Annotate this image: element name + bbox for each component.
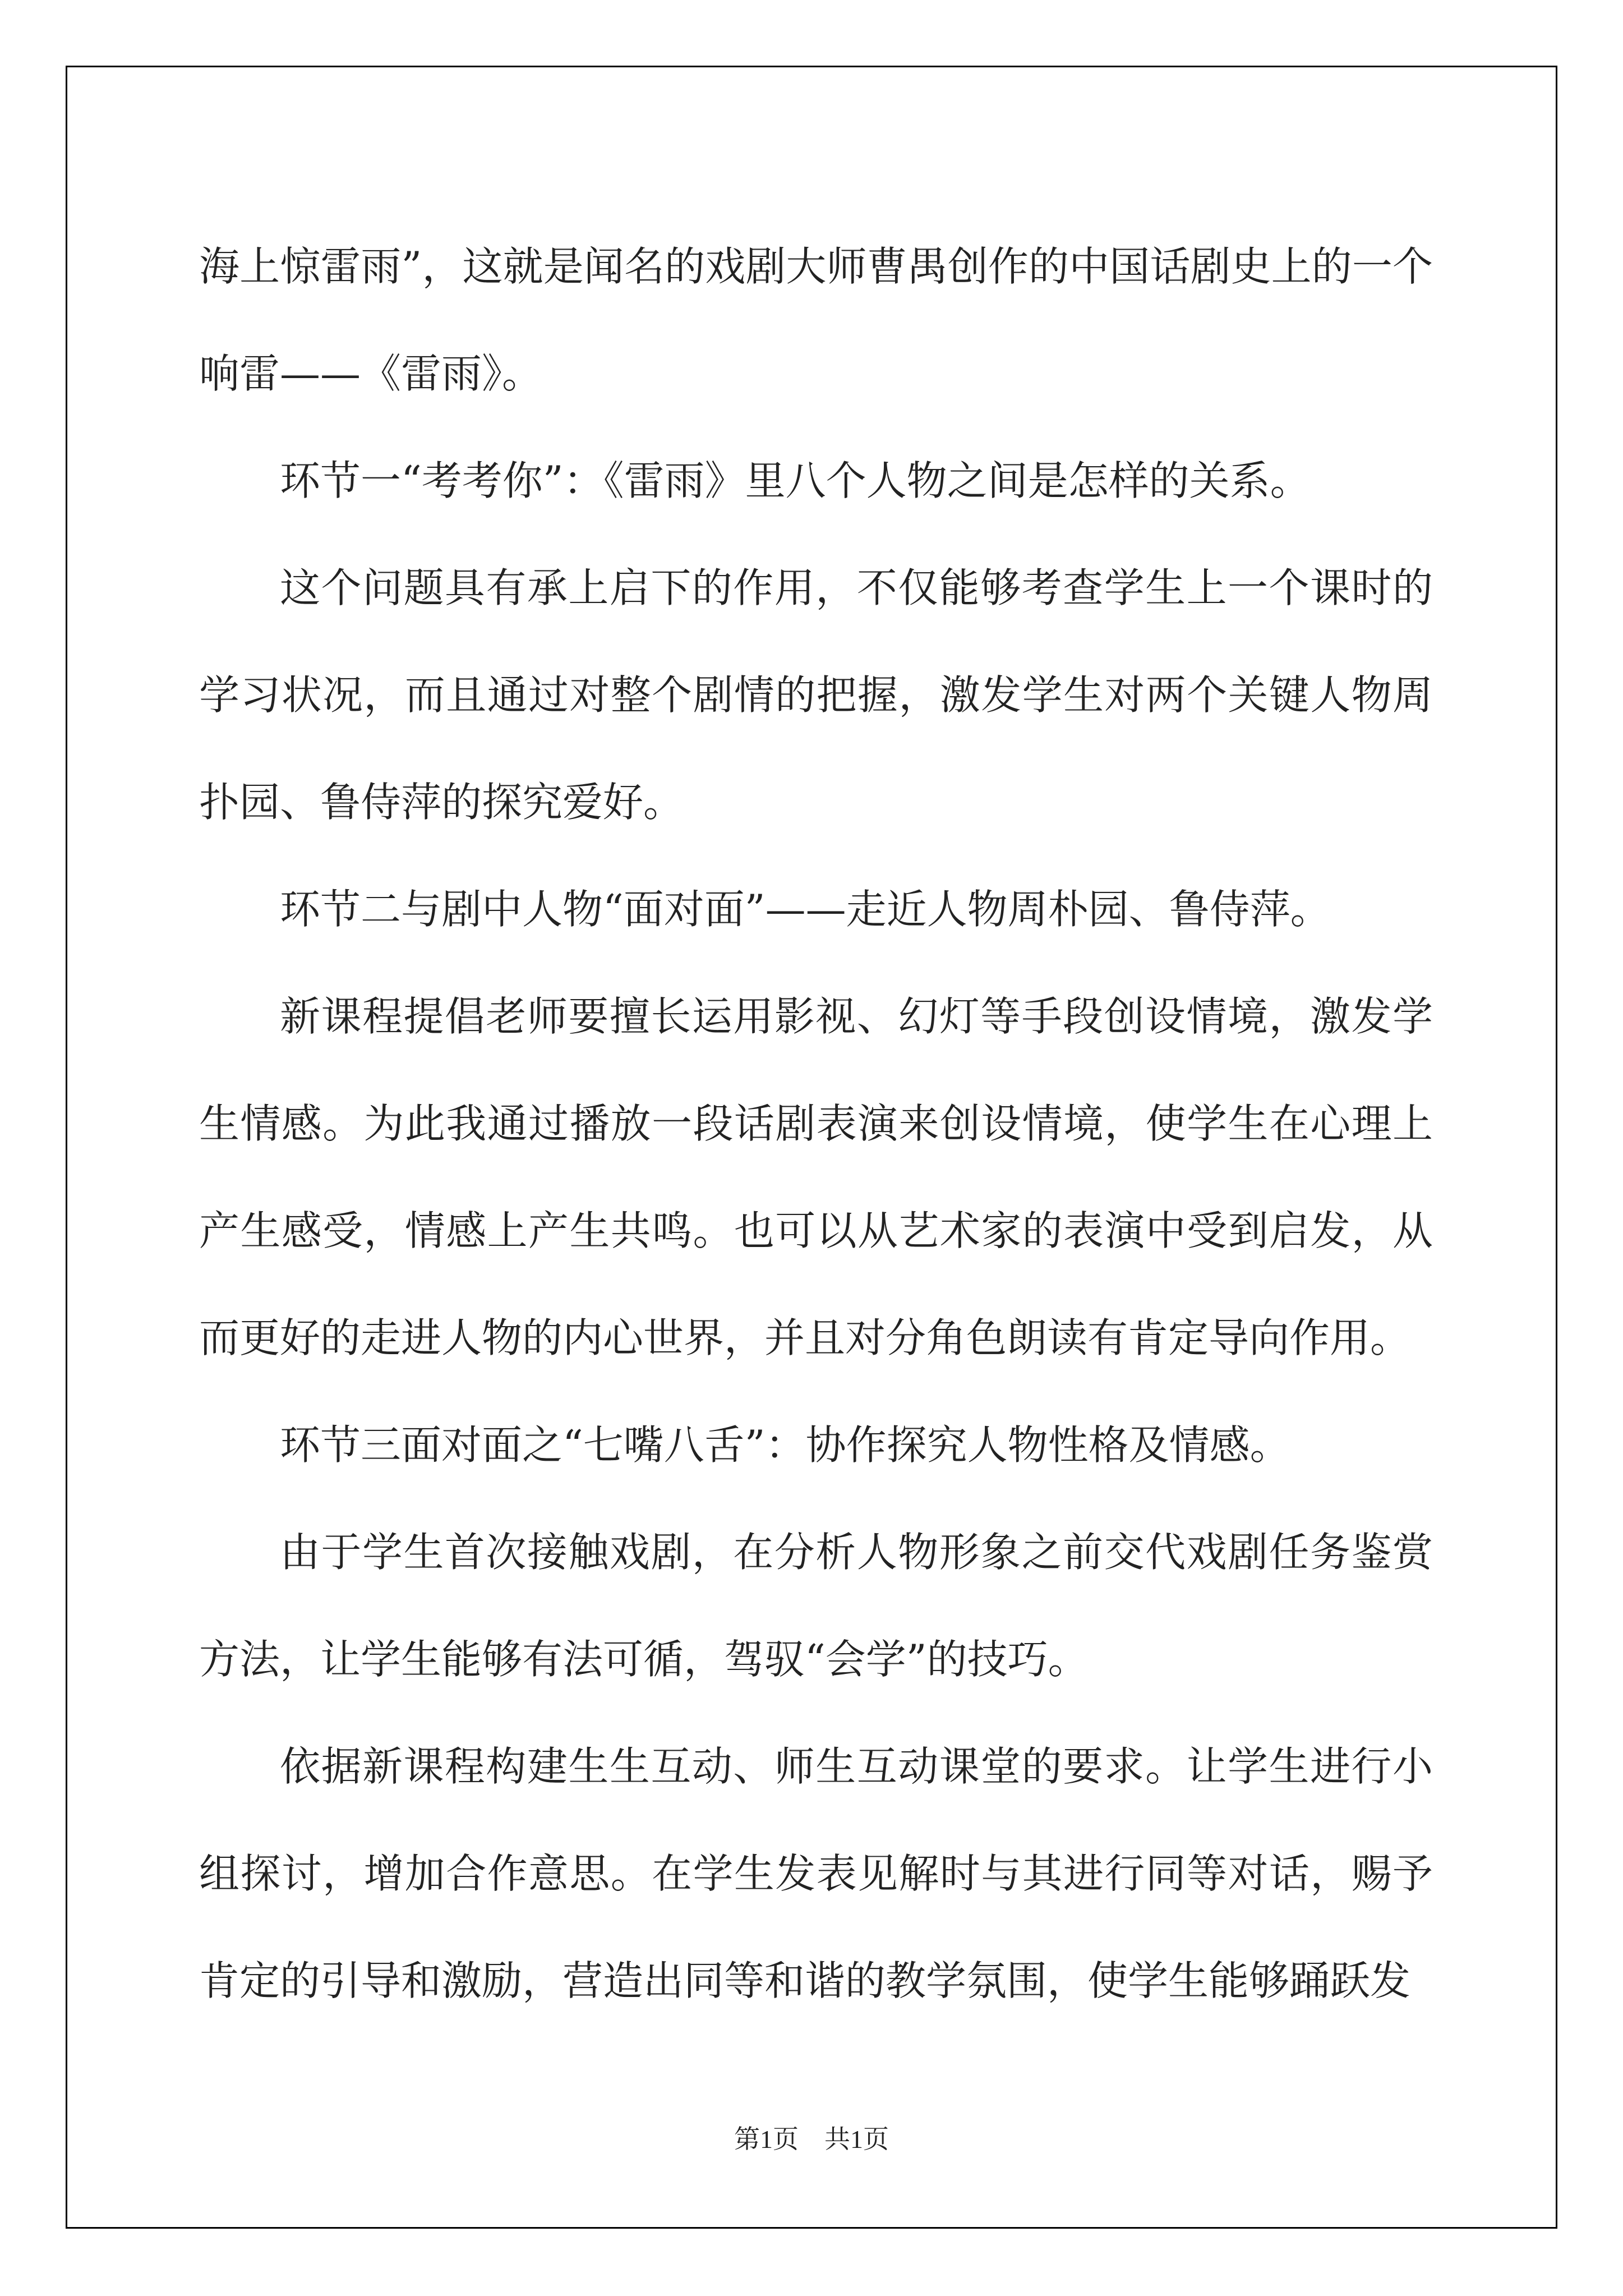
paragraph-5: 新课程提倡老师要擅长运用影视、幻灯等手段创设情境，激发学生情感。为此我通过播放一段话剧表演来创设情境，使学生在心理上产生感受，情感上产生共鸣。也可以从艺术家的表演中受到启发，从而更好的走进人物的内心世界，并且对分角色朗读有肯定导向作用。 xyxy=(199,993,1433,1361)
page-footer xyxy=(0,2123,1623,2156)
paragraph-1: 海上惊雷雨”，这就是闻名的戏剧大师曹禺创作的中国话剧史上的一个响雷——《雷雨》。 xyxy=(199,243,1433,397)
paragraph-3: 这个问题具有承上启下的作用，不仅能够考查学生上一个课时的学习状况，而且通过对整个剧情的把握，激发学生对两个关键人物周扑园、鲁侍萍的探究爱好。 xyxy=(199,564,1433,826)
document-body xyxy=(199,213,1433,2035)
paragraph-7: 由于学生首次接触戏剧，在分析人物形象之前交代戏剧任务鉴赏方法，让学生能够有法可循，驾驭“会学”的技巧。 xyxy=(199,1529,1433,1683)
paragraph-2: 环节一“考考你”：《雷雨》里八个人物之间是怎样的关系。 xyxy=(280,457,1311,504)
paragraph-4: 环节二与剧中人物“面对面”——走近人物周朴园、鲁侍萍。 xyxy=(280,886,1331,933)
page-number-total: 共1页 xyxy=(824,2125,889,2154)
paragraph-6: 环节三面对面之“七嘴八舌”：协作探究人物性格及情感。 xyxy=(280,1421,1290,1469)
paragraph-8: 依据新课程构建生生互动、师生互动课堂的要求。让学生进行小组探讨，增加合作意思。在学生发表见解时与其进行同等对话，赐予肯定的引导和激励，营造出同等和谐的教学氛围，使学生能够踊跃发 xyxy=(199,1743,1433,2004)
page-number-current: 第1页 xyxy=(734,2125,799,2154)
